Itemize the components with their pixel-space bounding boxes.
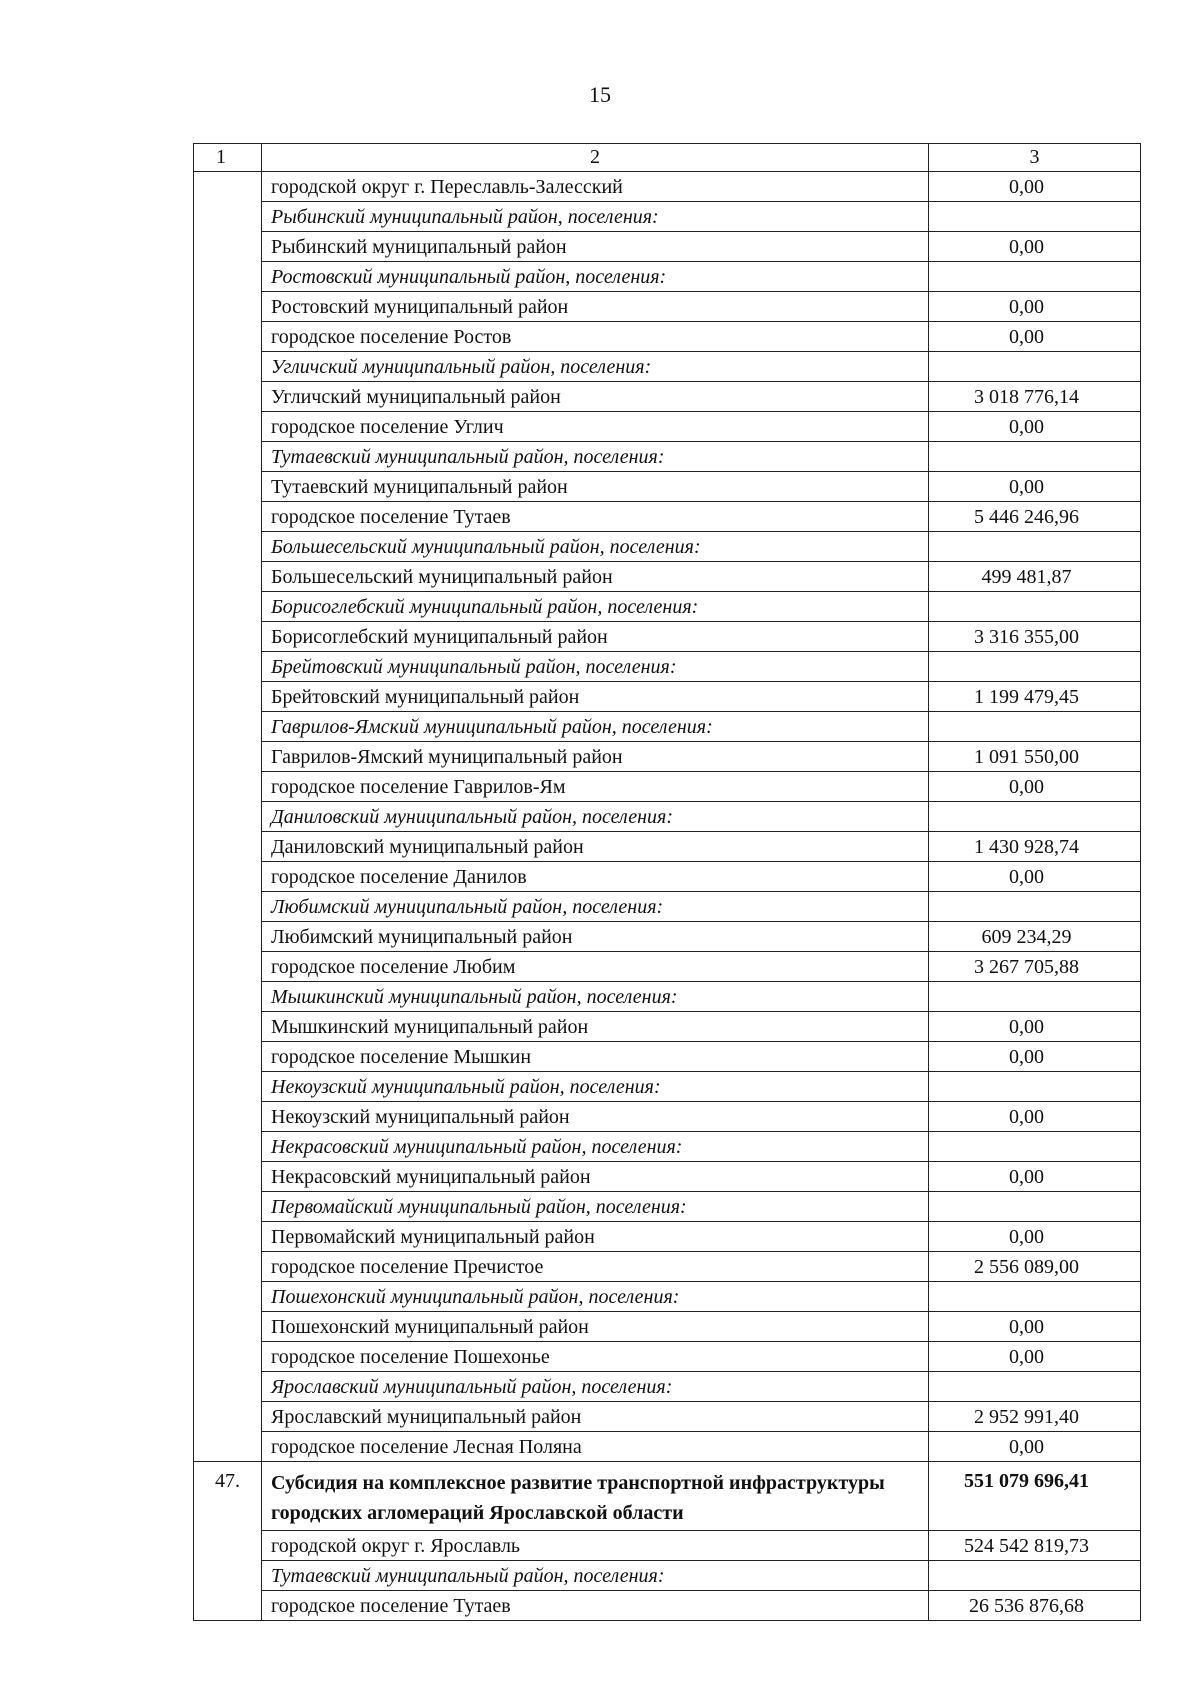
table-row: [194, 952, 1141, 982]
district-group-row: [194, 442, 1141, 472]
municipality-name: Некоузский муниципальный район: [262, 1102, 929, 1132]
table-row: [194, 1591, 1141, 1621]
amount-cell: [929, 1282, 1141, 1312]
district-group-row: [194, 712, 1141, 742]
amount-cell: 0,00: [929, 1432, 1141, 1462]
amount-cell: 0,00: [929, 412, 1141, 442]
amount-cell: 0,00: [929, 172, 1141, 202]
district-group-label: Тутаевский муниципальный район, поселения:: [262, 442, 929, 472]
municipality-name: городское поселение Пошехонье: [262, 1342, 929, 1372]
amount-cell: 3 267 705,88: [929, 952, 1141, 982]
amount-cell: [929, 982, 1141, 1012]
amount-cell: 0,00: [929, 1342, 1141, 1372]
amount-cell: [929, 1072, 1141, 1102]
municipality-name: Брейтовский муниципальный район: [262, 682, 929, 712]
header-col-1: 1: [194, 144, 262, 172]
amount-cell: 0,00: [929, 1012, 1141, 1042]
district-group-label: Мышкинский муниципальный район, поселения:: [262, 982, 929, 1012]
municipality-name: Угличский муниципальный район: [262, 382, 929, 412]
header-col-2: 2: [262, 144, 929, 172]
district-group-label: Ярославский муниципальный район, поселения:: [262, 1372, 929, 1402]
table-row: [194, 1252, 1141, 1282]
district-group-label: Даниловский муниципальный район, поселения:: [262, 802, 929, 832]
table-row: [194, 832, 1141, 862]
district-group-row: [194, 892, 1141, 922]
municipality-name: городское поселение Гаврилов-Ям: [262, 772, 929, 802]
municipality-name: Большесельский муниципальный район: [262, 562, 929, 592]
table-row: [194, 412, 1141, 442]
district-group-row: [194, 1072, 1141, 1102]
municipality-name: Любимский муниципальный район: [262, 922, 929, 952]
amount-cell: [929, 892, 1141, 922]
amount-cell: 524 542 819,73: [929, 1531, 1141, 1561]
municipality-name: городское поселение Пречистое: [262, 1252, 929, 1282]
row-number-cell: [194, 172, 262, 1462]
district-group-row: [194, 1282, 1141, 1312]
district-group-label: Первомайский муниципальный район, поселения:: [262, 1192, 929, 1222]
table-row: [194, 1402, 1141, 1432]
table-row: [194, 922, 1141, 952]
amount-cell: [929, 802, 1141, 832]
table-row: [194, 1042, 1141, 1072]
district-group-row: [194, 1561, 1141, 1591]
amount-cell: [929, 712, 1141, 742]
header-row: [194, 144, 1141, 172]
table-row: [194, 1432, 1141, 1462]
table-row: [194, 232, 1141, 262]
district-group-label: Угличский муниципальный район, поселения:: [262, 352, 929, 382]
amount-cell: 2 952 991,40: [929, 1402, 1141, 1432]
table-row: [194, 1531, 1141, 1561]
municipality-name: Пошехонский муниципальный район: [262, 1312, 929, 1342]
municipality-name: Тутаевский муниципальный район: [262, 472, 929, 502]
amount-cell: [929, 1132, 1141, 1162]
table-row: [194, 1312, 1141, 1342]
district-group-row: [194, 262, 1141, 292]
amount-cell: 0,00: [929, 1312, 1141, 1342]
table-row: [194, 772, 1141, 802]
district-group-label: Брейтовский муниципальный район, поселения:: [262, 652, 929, 682]
amount-cell: 3 018 776,14: [929, 382, 1141, 412]
item-number: 47.: [194, 1462, 262, 1621]
table-row: [194, 862, 1141, 892]
municipality-name: городское поселение Лесная Поляна: [262, 1432, 929, 1462]
amount-cell: [929, 1192, 1141, 1222]
amount-cell: [929, 262, 1141, 292]
district-group-row: [194, 652, 1141, 682]
amount-cell: [929, 352, 1141, 382]
amount-cell: 0,00: [929, 1162, 1141, 1192]
district-group-label: Борисоглебский муниципальный район, поселения:: [262, 592, 929, 622]
amount-cell: 0,00: [929, 862, 1141, 892]
municipality-name: Первомайский муниципальный район: [262, 1222, 929, 1252]
amount-cell: 5 446 246,96: [929, 502, 1141, 532]
table-row: [194, 322, 1141, 352]
amount-cell: 499 481,87: [929, 562, 1141, 592]
table-row: [194, 172, 1141, 202]
municipality-name: городское поселение Данилов: [262, 862, 929, 892]
table-row: [194, 1162, 1141, 1192]
table-row: [194, 502, 1141, 532]
subsidy-item-row: [194, 1462, 1141, 1531]
table-row: [194, 472, 1141, 502]
table-row: [194, 742, 1141, 772]
municipality-name: городское поселение Углич: [262, 412, 929, 442]
table-row: [194, 682, 1141, 712]
municipality-name: городской округ г. Ярославль: [262, 1531, 929, 1561]
municipality-name: Ярославский муниципальный район: [262, 1402, 929, 1432]
amount-cell: 0,00: [929, 472, 1141, 502]
municipality-name: Некрасовский муниципальный район: [262, 1162, 929, 1192]
district-group-label: Любимский муниципальный район, поселения:: [262, 892, 929, 922]
district-group-label: Большесельский муниципальный район, поселения:: [262, 532, 929, 562]
subsidy-table: [193, 143, 1141, 1621]
amount-cell: [929, 1372, 1141, 1402]
table-row: [194, 1342, 1141, 1372]
municipality-name: Борисоглебский муниципальный район: [262, 622, 929, 652]
district-group-row: [194, 1192, 1141, 1222]
district-group-label: Ростовский муниципальный район, поселения:: [262, 262, 929, 292]
table-row: [194, 1102, 1141, 1132]
amount-cell: 3 316 355,00: [929, 622, 1141, 652]
amount-cell: [929, 652, 1141, 682]
municipality-name: Даниловский муниципальный район: [262, 832, 929, 862]
amount-cell: 609 234,29: [929, 922, 1141, 952]
amount-cell: [929, 532, 1141, 562]
amount-cell: 0,00: [929, 232, 1141, 262]
district-group-row: [194, 592, 1141, 622]
district-group-label: Рыбинский муниципальный район, поселения:: [262, 202, 929, 232]
amount-cell: 0,00: [929, 772, 1141, 802]
table-row: [194, 622, 1141, 652]
subsidy-title: Субсидия на комплексное развитие транспортной инфраструктуры городских агломераций Ярославской области: [262, 1462, 929, 1531]
amount-cell: [929, 592, 1141, 622]
municipality-name: Гаврилов-Ямский муниципальный район: [262, 742, 929, 772]
district-group-row: [194, 1372, 1141, 1402]
amount-cell: 0,00: [929, 1042, 1141, 1072]
amount-cell: 2 556 089,00: [929, 1252, 1141, 1282]
district-group-row: [194, 982, 1141, 1012]
district-group-row: [194, 202, 1141, 232]
amount-cell: 1 091 550,00: [929, 742, 1141, 772]
district-group-label: Тутаевский муниципальный район, поселения:: [262, 1561, 929, 1591]
municipality-name: городской округ г. Переславль-Залесский: [262, 172, 929, 202]
municipality-name: городское поселение Ростов: [262, 322, 929, 352]
subsidy-total: 551 079 696,41: [929, 1462, 1141, 1531]
municipality-name: Мышкинский муниципальный район: [262, 1012, 929, 1042]
district-group-label: Пошехонский муниципальный район, поселения:: [262, 1282, 929, 1312]
amount-cell: [929, 202, 1141, 232]
amount-cell: 0,00: [929, 1222, 1141, 1252]
table-row: [194, 1012, 1141, 1042]
district-group-row: [194, 352, 1141, 382]
district-group-row: [194, 1132, 1141, 1162]
district-group-label: Некоузский муниципальный район, поселения:: [262, 1072, 929, 1102]
municipality-name: городское поселение Тутаев: [262, 502, 929, 532]
amount-cell: [929, 442, 1141, 472]
amount-cell: 1 199 479,45: [929, 682, 1141, 712]
table-row: [194, 562, 1141, 592]
page-number: 15: [589, 82, 611, 107]
district-group-label: Гаврилов-Ямский муниципальный район, поселения:: [262, 712, 929, 742]
amount-cell: 0,00: [929, 322, 1141, 352]
municipality-name: городское поселение Мышкин: [262, 1042, 929, 1072]
district-group-label: Некрасовский муниципальный район, поселения:: [262, 1132, 929, 1162]
district-group-row: [194, 802, 1141, 832]
amount-cell: 0,00: [929, 1102, 1141, 1132]
amount-cell: 1 430 928,74: [929, 832, 1141, 862]
municipality-name: Ростовский муниципальный район: [262, 292, 929, 322]
municipality-name: Рыбинский муниципальный район: [262, 232, 929, 262]
amount-cell: [929, 1561, 1141, 1591]
table-row: [194, 292, 1141, 322]
amount-cell: 26 536 876,68: [929, 1591, 1141, 1621]
table-row: [194, 382, 1141, 412]
amount-cell: 0,00: [929, 292, 1141, 322]
municipality-name: городское поселение Тутаев: [262, 1591, 929, 1621]
header-col-3: 3: [929, 144, 1141, 172]
municipality-name: городское поселение Любим: [262, 952, 929, 982]
district-group-row: [194, 532, 1141, 562]
table-row: [194, 1222, 1141, 1252]
